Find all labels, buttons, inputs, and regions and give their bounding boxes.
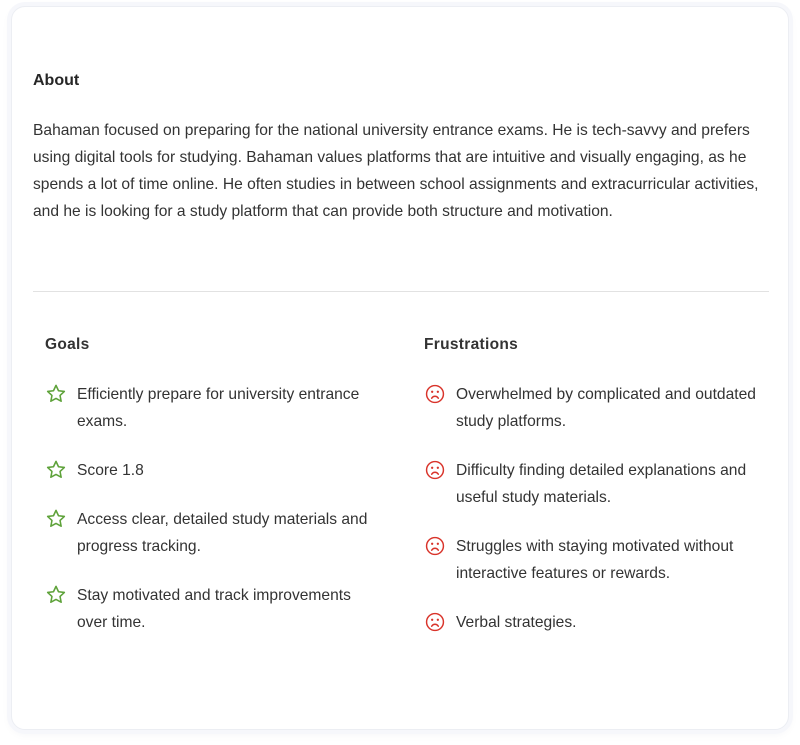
about-title: About <box>33 72 80 89</box>
frustrations-title: Frustrations <box>424 336 519 353</box>
goal-item <box>45 381 385 435</box>
frustration-item <box>424 457 774 511</box>
frown-icon <box>424 535 446 557</box>
persona-card <box>11 6 789 730</box>
frustration-item <box>424 609 774 636</box>
frustration-item <box>424 533 774 587</box>
frustration-item <box>424 381 774 435</box>
goal-item-label: Access clear, detailed study materials and progress tracking. <box>77 511 368 555</box>
goal-item <box>45 457 385 484</box>
star-icon <box>45 584 67 606</box>
goals-section <box>45 335 385 658</box>
frown-icon <box>424 459 446 481</box>
frown-icon <box>424 383 446 405</box>
goal-item-label: Efficiently prepare for university entrance exams. <box>77 386 360 430</box>
frustration-item-label: Difficulty finding detailed explanations and useful study materials. <box>456 462 747 506</box>
goal-item-label: Score 1.8 <box>77 462 144 479</box>
frustrations-section <box>424 335 774 658</box>
star-icon <box>45 459 67 481</box>
frown-icon <box>424 611 446 633</box>
goal-item-label: Stay motivated and track improvements over time. <box>77 587 351 631</box>
goal-item <box>45 506 385 560</box>
section-divider <box>33 291 769 292</box>
about-text: Bahaman focused on preparing for the national university entrance exams. He is tech-savvy and prefers using digital tools for studying. Bahaman values platforms that are intuitive and visually engaging, as he spends a lot of time online. He often studies in between school assignments and extracurricular activities, and he is looking for a study platform that can provide both structure and motivation. <box>33 122 759 220</box>
frustration-item-label: Struggles with staying motivated without interactive features or rewards. <box>456 538 734 582</box>
goals-title: Goals <box>45 336 90 353</box>
frustrations-list <box>424 381 774 636</box>
frustration-item-label: Verbal strategies. <box>456 614 577 631</box>
star-icon <box>45 383 67 405</box>
frustration-item-label: Overwhelmed by complicated and outdated study platforms. <box>456 386 756 430</box>
goal-item <box>45 582 385 636</box>
star-icon <box>45 508 67 530</box>
goals-list <box>45 381 385 636</box>
